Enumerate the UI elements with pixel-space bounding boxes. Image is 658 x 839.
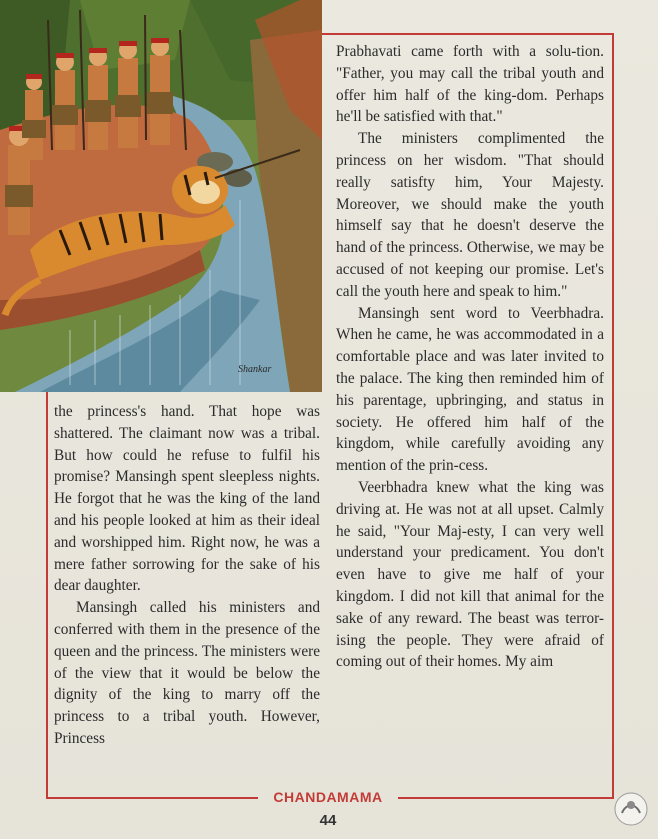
frame-bottom-border-left xyxy=(46,797,258,799)
magazine-title: CHANDAMAMA xyxy=(273,789,383,805)
right-text-column xyxy=(336,41,604,673)
paragraph: Veerbhadra knew what the king was driving at. He was not at all upset. Calmly he said, "Your Maj-esty, I can very well understand your predicament. You don't even have to give me half of your kingdom. I did not kill that animal for the sake of any reward. The beast was terror-ising the people. They were afraid of coming out of their homes. My aim xyxy=(336,478,604,671)
left-text-column xyxy=(54,401,320,750)
paragraph: Prabhavati came forth with a solu-tion. "Father, you may call the tribal youth and offer him half of the king-dom. Perhaps he'll be satisfied with that." xyxy=(336,43,604,126)
story-illustration xyxy=(0,0,322,392)
tribal-hunters-with-slain-tiger-image xyxy=(0,0,322,392)
frame-right-border xyxy=(612,33,614,798)
frame-bottom-border-right xyxy=(398,797,614,799)
paragraph: The ministers complimented the princess on her wisdom. "That should really satisfty him, Your Majesty. Moreover, we should make the youth himself say that he doesn't deserve the hand of the princess. Otherwise, we may be accused of not keeping our promise. Let's call the youth here and speak to him." xyxy=(336,130,604,300)
frame-left-border xyxy=(46,392,48,798)
page-number: 44 xyxy=(319,812,337,829)
artist-signature: Shankar xyxy=(238,364,272,375)
frame-top-border xyxy=(322,33,614,35)
paragraph: the princess's hand. That hope was shattered. The claimant now was a tribal. But how could he refuse to fulfil his promise? Mansingh spent sleepless nights. He forgot that he was the king of the land and his people looked at him as their ideal and worshipped him. Right now, he was a mere father sorrowing for the sake of his dear daughter. xyxy=(54,403,320,595)
paragraph: Mansingh called his ministers and conferred with them in the presence of the queen and the princess. The ministers were of the view that it would be below the dignity of the king to marry off the princess to a tribal youth. However, Princess xyxy=(54,599,320,747)
publisher-logo-icon xyxy=(612,791,650,827)
paragraph: Mansingh sent word to Veerbhadra. When he came, he was accommodated in a comfortable place and was later invited to the palace. The king then reminded him of his parentage, upbringing, and status in society. He offered him half of the kingdom, while carefully avoiding any mention of the prin-cess. xyxy=(336,304,604,475)
